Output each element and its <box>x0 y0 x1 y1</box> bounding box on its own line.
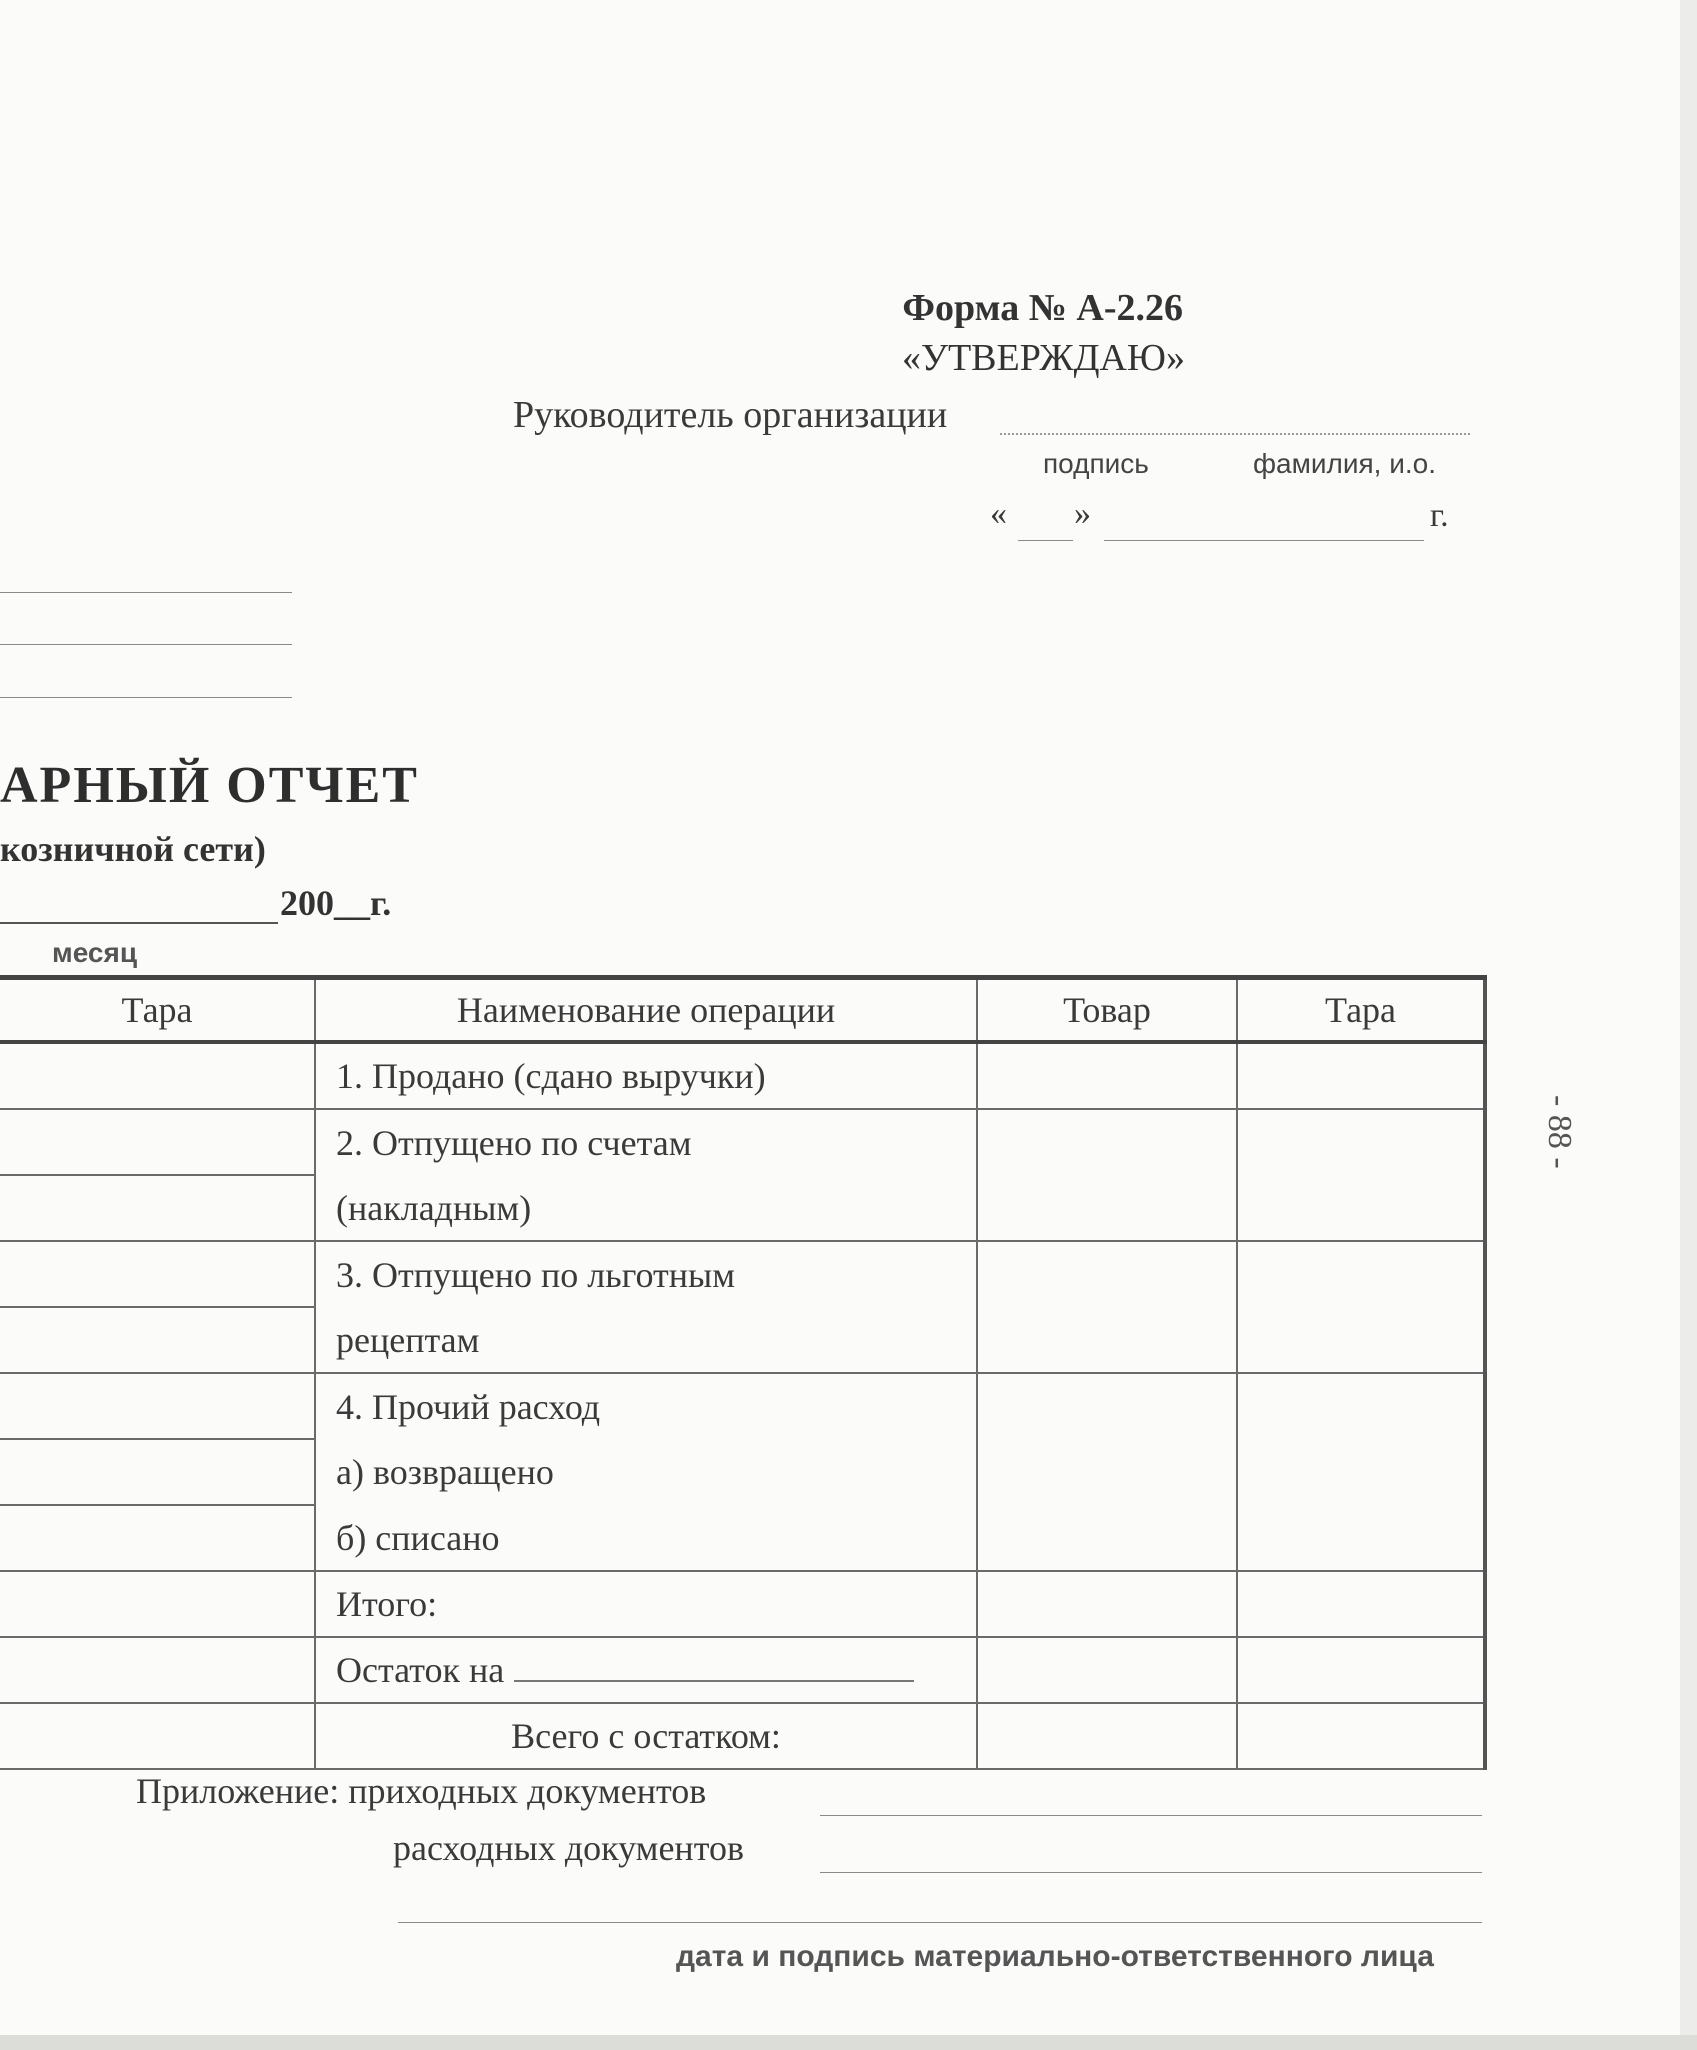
responsible-signature-line <box>398 1922 1482 1923</box>
tara-cell <box>1237 1439 1485 1505</box>
operations-table <box>0 975 1487 1770</box>
tara-cell <box>1237 1241 1485 1307</box>
goods-cell <box>977 1109 1237 1175</box>
outgoing-docs-line <box>820 1872 1482 1873</box>
cell-tara-left <box>0 1439 315 1505</box>
cell-tara-left <box>0 1307 315 1373</box>
cell-tara-left <box>0 1175 315 1241</box>
header-tara-left: Тара <box>0 978 315 1043</box>
tara-cell <box>1237 1505 1485 1571</box>
goods-cell <box>977 1042 1237 1109</box>
appendix-outgoing-label: расходных документов <box>393 1828 744 1868</box>
incoming-docs-line <box>820 1815 1482 1816</box>
header-tara-right: Тара <box>1237 978 1485 1043</box>
head-signature-line <box>1000 433 1470 435</box>
cell-tara-left <box>0 1571 315 1637</box>
date-year-suffix: г. <box>1430 497 1449 534</box>
table-row <box>0 1109 1485 1175</box>
report-title: АРНЫЙ ОТЧЕТ <box>0 757 419 814</box>
operation-cell: 2. Отпущено по счетам <box>315 1109 977 1175</box>
goods-cell <box>977 1373 1237 1439</box>
month-caption: месяц <box>52 937 138 968</box>
tara-cell <box>1237 1637 1485 1703</box>
cell-tara-left <box>0 1505 315 1571</box>
report-subtitle: козничной сети) <box>0 829 266 869</box>
operation-cell: б) списано <box>315 1505 977 1571</box>
tara-cell <box>1237 1175 1485 1241</box>
table-row <box>0 1241 1485 1307</box>
date-close-quote: » <box>1074 495 1091 532</box>
goods-cell <box>977 1307 1237 1373</box>
table-header-row <box>0 978 1485 1043</box>
report-year: 200__г. <box>280 883 392 923</box>
total-with-remainder-cell: Всего с остатком: <box>315 1703 977 1769</box>
cell-tara-left <box>0 1373 315 1439</box>
tara-cell <box>1237 1307 1485 1373</box>
cell-tara-left <box>0 1637 315 1703</box>
goods-cell <box>977 1703 1237 1769</box>
date-day-line <box>1018 540 1073 541</box>
tara-cell <box>1237 1042 1485 1109</box>
table-row <box>0 1703 1485 1769</box>
table-row <box>0 1042 1485 1109</box>
cell-tara-left <box>0 1042 315 1109</box>
remainder-label: Остаток на <box>336 1650 505 1690</box>
month-line <box>0 922 278 924</box>
operation-cell: 3. Отпущено по льготным <box>315 1241 977 1307</box>
cell-tara-left <box>0 1703 315 1769</box>
appendix-incoming-label: Приложение: приходных документов <box>136 1771 707 1811</box>
form-number: Форма № А-2.26 <box>902 287 1183 329</box>
tara-cell <box>1237 1373 1485 1439</box>
tara-cell <box>1237 1703 1485 1769</box>
table-row <box>0 1175 1485 1241</box>
goods-cell <box>977 1175 1237 1241</box>
header-goods: Товар <box>977 978 1237 1043</box>
left-field-line-1 <box>0 592 292 593</box>
operation-cell <box>315 1637 977 1703</box>
scan-edge-right <box>1680 0 1697 2035</box>
date-open-quote: « <box>990 495 1007 532</box>
page-number: - 88 - <box>1541 1095 1578 1169</box>
tara-cell <box>1237 1109 1485 1175</box>
table-row <box>0 1373 1485 1439</box>
left-field-line-3 <box>0 697 292 698</box>
header-operation: Наименование операции <box>315 978 977 1043</box>
cell-tara-left <box>0 1241 315 1307</box>
date-month-line <box>1104 540 1424 541</box>
table-row <box>0 1307 1485 1373</box>
tara-cell <box>1237 1571 1485 1637</box>
left-field-line-2 <box>0 644 292 645</box>
approve-stamp-text: «УТВЕРЖДАЮ» <box>902 337 1185 379</box>
table-row <box>0 1571 1485 1637</box>
name-caption: фамилия, и.о. <box>1253 448 1436 479</box>
responsible-signature-caption: дата и подпись материально-ответственного лица <box>676 1940 1434 1973</box>
table-row <box>0 1439 1485 1505</box>
operation-cell: рецептам <box>315 1307 977 1373</box>
operation-cell: а) возвращено <box>315 1439 977 1505</box>
scan-edge-bottom <box>0 2035 1697 2050</box>
operation-cell: Итого: <box>315 1571 977 1637</box>
operation-cell: 1. Продано (сдано выручки) <box>315 1042 977 1109</box>
remainder-date-line <box>514 1660 914 1682</box>
goods-cell <box>977 1439 1237 1505</box>
cell-tara-left <box>0 1109 315 1175</box>
table-row <box>0 1637 1485 1703</box>
table-row <box>0 1505 1485 1571</box>
goods-cell <box>977 1637 1237 1703</box>
operation-cell: 4. Прочий расход <box>315 1373 977 1439</box>
head-of-organization-label: Руководитель организации <box>513 394 948 436</box>
signature-caption: подпись <box>1043 448 1149 479</box>
operation-cell: (накладным) <box>315 1175 977 1241</box>
goods-cell <box>977 1505 1237 1571</box>
goods-cell <box>977 1571 1237 1637</box>
goods-cell <box>977 1241 1237 1307</box>
